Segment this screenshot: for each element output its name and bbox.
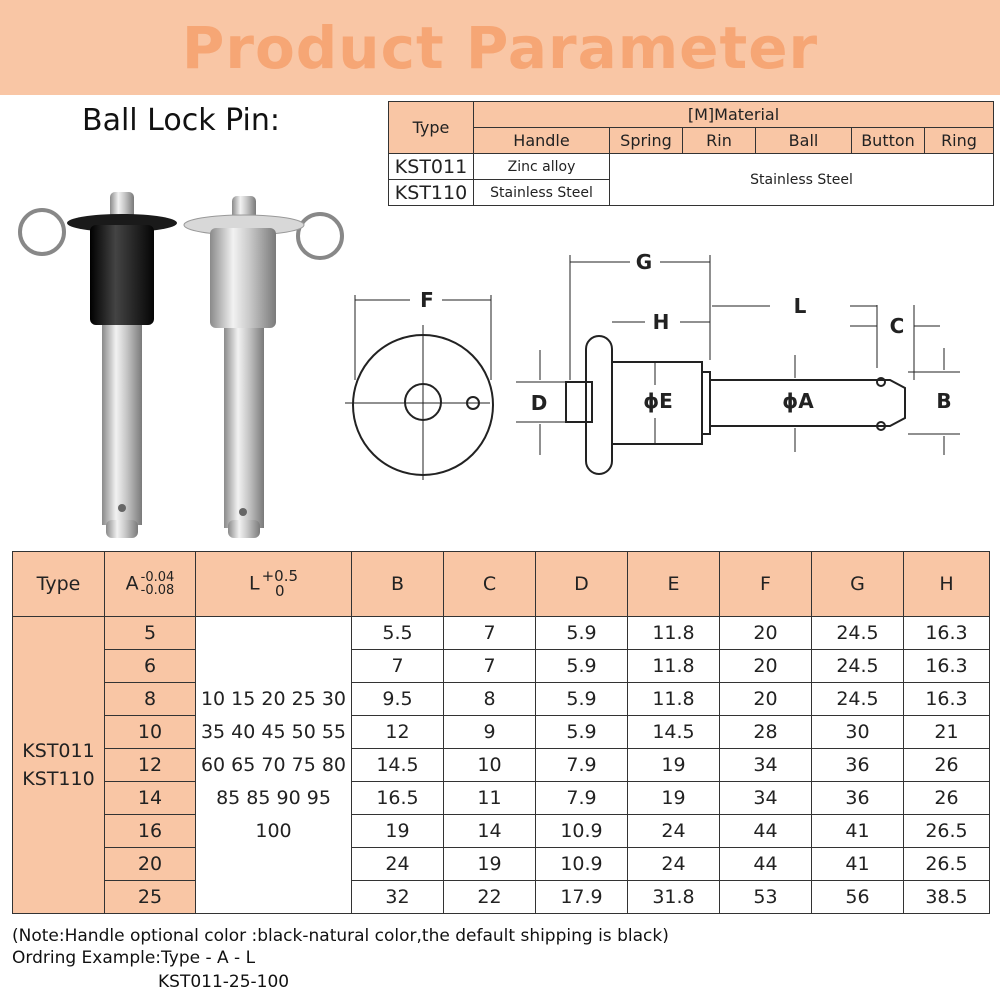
spec-l-cell [196, 617, 352, 914]
spec-header-b: B [352, 552, 444, 617]
spec-d-cell: 17.9 [536, 881, 628, 914]
shared-material-cell: Stainless Steel [610, 154, 994, 206]
stainless-ball-lock-pin [184, 196, 342, 538]
material-type-cell: KST011 [389, 154, 474, 180]
spec-d-cell: 10.9 [536, 848, 628, 881]
spec-table [12, 551, 990, 914]
spec-h-cell: 26.5 [904, 848, 990, 881]
spec-e-cell: 31.8 [628, 881, 720, 914]
spec-g-cell: 24.5 [812, 683, 904, 716]
col-rin: Rin [683, 128, 756, 154]
spec-l-values-line: 10 15 20 25 30 [200, 687, 347, 710]
spec-a-cell: 6 [105, 650, 196, 683]
spec-header-c: C [444, 552, 536, 617]
dim-label-g: G [635, 250, 653, 274]
spec-b-cell: 14.5 [352, 749, 444, 782]
material-type-header: Type [389, 102, 474, 154]
spec-type-value: KST110 [22, 768, 95, 790]
spec-e-cell: 14.5 [628, 716, 720, 749]
page-title: Product Parameter [181, 13, 819, 82]
spec-d-cell: 5.9 [536, 617, 628, 650]
spec-e-cell: 11.8 [628, 683, 720, 716]
spec-a-cell: 14 [105, 782, 196, 815]
spec-h-cell: 16.3 [904, 683, 990, 716]
spec-l-values-line: 35 40 45 50 55 [200, 720, 347, 743]
material-header: [M]Material [474, 102, 994, 128]
spec-c-cell: 7 [444, 617, 536, 650]
table-row [13, 848, 990, 881]
spec-d-cell: 5.9 [536, 650, 628, 683]
spec-header-l-tol-upper: +0.5 [261, 567, 299, 585]
spec-f-cell: 53 [720, 881, 812, 914]
spec-g-cell: 36 [812, 782, 904, 815]
spec-b-cell: 5.5 [352, 617, 444, 650]
spec-g-cell: 41 [812, 815, 904, 848]
spec-header-l-label: L [248, 572, 260, 595]
spec-f-cell: 20 [720, 650, 812, 683]
table-row [13, 650, 990, 683]
spec-b-cell: 9.5 [352, 683, 444, 716]
spec-a-cell: 8 [105, 683, 196, 716]
ordering-example-label: Ordring Example:Type - A - L [12, 948, 256, 968]
table-row [13, 881, 990, 914]
handle-color-note: (Note:Handle optional color :black-natural color,the default shipping is black) [12, 926, 669, 946]
dim-label-e: ϕE [643, 389, 673, 413]
spec-h-cell: 16.3 [904, 617, 990, 650]
black-ball-lock-pin [20, 192, 177, 538]
table-row [13, 815, 990, 848]
spec-c-cell: 7 [444, 650, 536, 683]
spec-g-cell: 30 [812, 716, 904, 749]
col-ball: Ball [756, 128, 852, 154]
dim-label-c: C [889, 314, 905, 338]
material-handle-cell: Zinc alloy [474, 154, 610, 180]
spec-c-cell: 11 [444, 782, 536, 815]
spec-l-values-line: 85 85 90 95 100 [216, 786, 331, 842]
spec-type-cell [13, 617, 105, 914]
dim-label-d: D [530, 391, 548, 415]
dim-label-h: H [652, 310, 670, 334]
spec-f-cell: 44 [720, 848, 812, 881]
spec-c-cell: 8 [444, 683, 536, 716]
spec-g-cell: 24.5 [812, 617, 904, 650]
spec-header-h: H [904, 552, 990, 617]
spec-header-f: F [720, 552, 812, 617]
spec-d-cell: 5.9 [536, 683, 628, 716]
table-row [13, 782, 990, 815]
spec-e-cell: 11.8 [628, 650, 720, 683]
spec-e-cell: 19 [628, 782, 720, 815]
spec-e-cell: 24 [628, 815, 720, 848]
spec-b-cell: 7 [352, 650, 444, 683]
col-spring: Spring [610, 128, 683, 154]
spec-c-cell: 14 [444, 815, 536, 848]
spec-h-cell: 26 [904, 749, 990, 782]
dim-label-b: B [936, 389, 952, 413]
spec-f-cell: 20 [720, 683, 812, 716]
spec-header-a-tol-upper: -0.04 [140, 570, 175, 585]
spec-f-cell: 28 [720, 716, 812, 749]
spec-f-cell: 34 [720, 749, 812, 782]
spec-b-cell: 16.5 [352, 782, 444, 815]
spec-f-cell: 44 [720, 815, 812, 848]
spec-a-cell: 25 [105, 881, 196, 914]
material-handle-cell: Stainless Steel [474, 180, 610, 206]
spec-e-cell: 19 [628, 749, 720, 782]
dim-label-f: F [420, 288, 434, 312]
product-photo [10, 190, 350, 545]
spec-g-cell: 24.5 [812, 650, 904, 683]
spec-header-l-tol-lower: 0 [275, 582, 285, 600]
dim-label-a: ϕA [782, 389, 814, 413]
spec-a-cell: 20 [105, 848, 196, 881]
spec-l-values-line: 60 65 70 75 80 [200, 753, 347, 776]
spec-e-cell: 11.8 [628, 617, 720, 650]
spec-h-cell: 21 [904, 716, 990, 749]
spec-h-cell: 26 [904, 782, 990, 815]
side-view-button [566, 382, 592, 422]
product-subtitle: Ball Lock Pin: [82, 103, 281, 138]
spec-c-cell: 22 [444, 881, 536, 914]
spec-header-a-tol-lower: -0.08 [140, 583, 175, 598]
table-row [13, 716, 990, 749]
spec-b-cell: 24 [352, 848, 444, 881]
spec-g-cell: 41 [812, 848, 904, 881]
ordering-example-value: KST011-25-100 [158, 972, 290, 992]
material-type-cell: KST110 [389, 180, 474, 206]
spec-h-cell: 26.5 [904, 815, 990, 848]
table-row [13, 617, 990, 650]
side-view-flange [586, 336, 612, 474]
spec-header-a-label: A [125, 572, 139, 595]
col-button: Button [852, 128, 925, 154]
spec-a-cell: 12 [105, 749, 196, 782]
spec-h-cell: 38.5 [904, 881, 990, 914]
table-row [13, 749, 990, 782]
spec-b-cell: 19 [352, 815, 444, 848]
spec-a-cell: 5 [105, 617, 196, 650]
spec-d-cell: 7.9 [536, 749, 628, 782]
spec-c-cell: 10 [444, 749, 536, 782]
material-table [388, 101, 994, 206]
spec-c-cell: 19 [444, 848, 536, 881]
spec-c-cell: 9 [444, 716, 536, 749]
dim-label-l: L [793, 294, 807, 318]
spec-type-value: KST011 [22, 740, 95, 762]
spec-header-e: E [628, 552, 720, 617]
spec-d-cell: 7.9 [536, 782, 628, 815]
spec-a-cell: 16 [105, 815, 196, 848]
spec-header-l [196, 552, 352, 617]
table-row [13, 683, 990, 716]
col-handle: Handle [474, 128, 610, 154]
spec-h-cell: 16.3 [904, 650, 990, 683]
spec-b-cell: 12 [352, 716, 444, 749]
spec-header-g: G [812, 552, 904, 617]
spec-e-cell: 24 [628, 848, 720, 881]
spec-header-type: Type [13, 552, 105, 617]
spec-d-cell: 5.9 [536, 716, 628, 749]
spec-g-cell: 36 [812, 749, 904, 782]
title-banner [0, 0, 1000, 95]
technical-drawing [340, 240, 980, 480]
spec-g-cell: 56 [812, 881, 904, 914]
spec-header-d: D [536, 552, 628, 617]
spec-header-a [105, 552, 196, 617]
spec-d-cell: 10.9 [536, 815, 628, 848]
col-ring: Ring [925, 128, 994, 154]
spec-f-cell: 20 [720, 617, 812, 650]
spec-b-cell: 32 [352, 881, 444, 914]
spec-a-cell: 10 [105, 716, 196, 749]
spec-f-cell: 34 [720, 782, 812, 815]
